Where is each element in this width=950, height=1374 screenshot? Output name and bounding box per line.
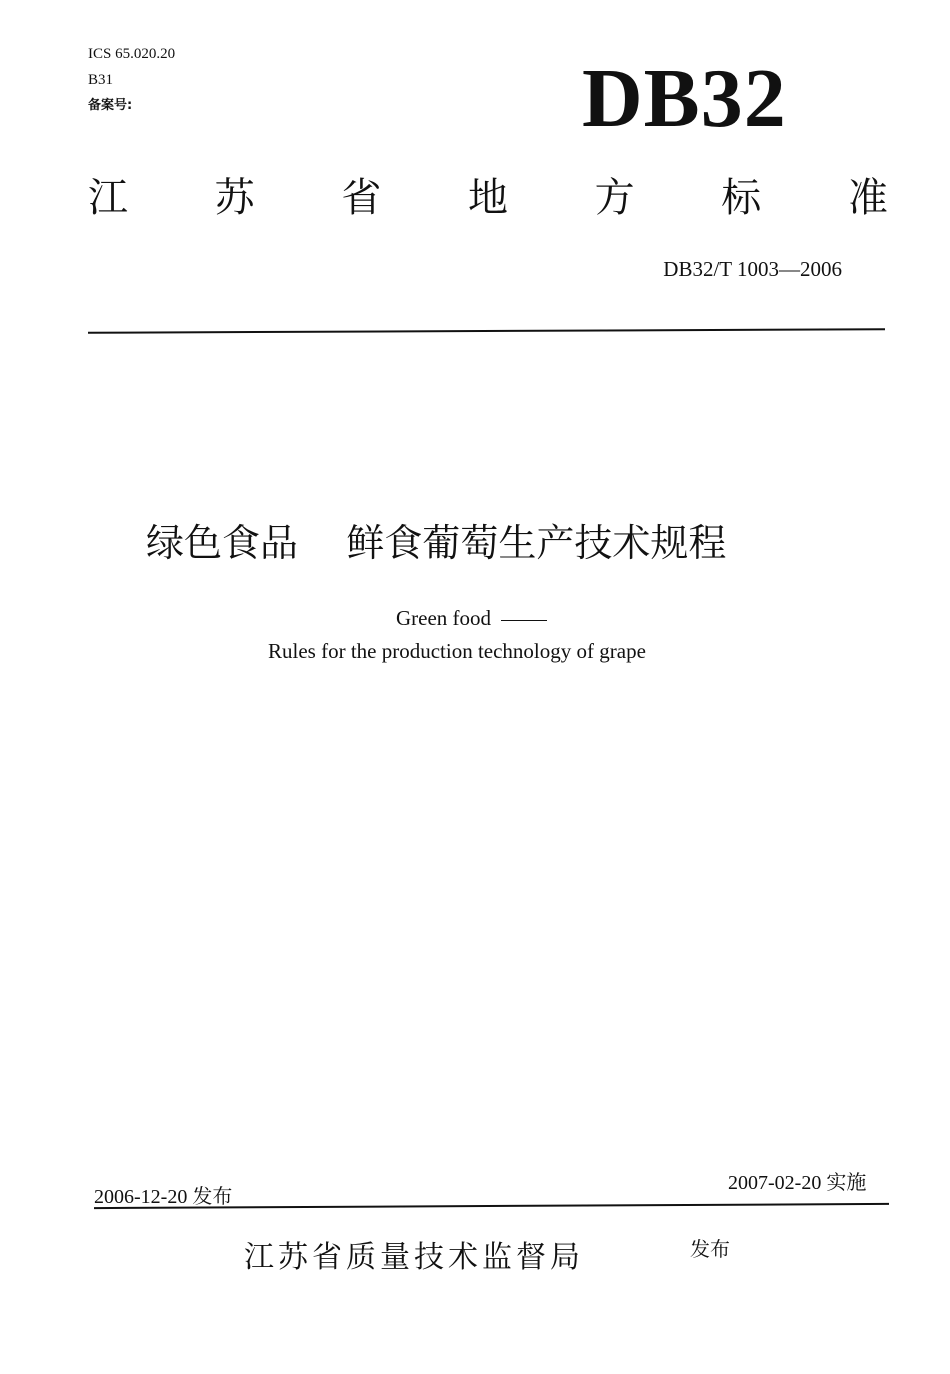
standard-type-char: 苏 xyxy=(214,175,255,221)
standard-type-char: 省 xyxy=(341,175,382,221)
top-divider xyxy=(88,328,885,333)
issuing-authority: 江苏省质量技术监督局 xyxy=(244,1240,584,1275)
issued-by-label: 发布 xyxy=(690,1237,730,1261)
document-title-chinese: 绿色食品 鲜食葡萄生产技术规程 xyxy=(146,521,727,565)
record-number-label: 备案号: xyxy=(88,98,133,113)
title-english-text: Green food xyxy=(396,606,492,630)
standard-type-char: 江 xyxy=(88,175,128,221)
document-title-english-line2: Rules for the production technology of grape xyxy=(268,639,646,663)
ccs-code: B31 xyxy=(88,72,114,88)
ics-code: ICS 65.020.20 xyxy=(88,46,176,62)
publish-label: 发布 xyxy=(192,1184,233,1208)
standard-type-char: 方 xyxy=(594,175,635,221)
standard-number: DB32/T 1003—2006 xyxy=(663,257,842,281)
standard-code-logo: DB32 xyxy=(582,52,787,145)
implement-date-value: 2007-02-20 xyxy=(728,1172,822,1194)
publish-date xyxy=(94,1180,232,1209)
standard-type-title xyxy=(88,170,888,226)
title-dash xyxy=(501,620,547,621)
implement-label: 实施 xyxy=(826,1170,867,1194)
standard-type-char: 准 xyxy=(847,175,888,221)
publish-date-value: 2006-12-20 xyxy=(94,1186,188,1208)
standard-type-char: 标 xyxy=(721,175,762,221)
implement-date xyxy=(728,1166,866,1195)
document-title-english-line1 xyxy=(396,606,547,631)
standard-type-char: 地 xyxy=(467,175,508,221)
